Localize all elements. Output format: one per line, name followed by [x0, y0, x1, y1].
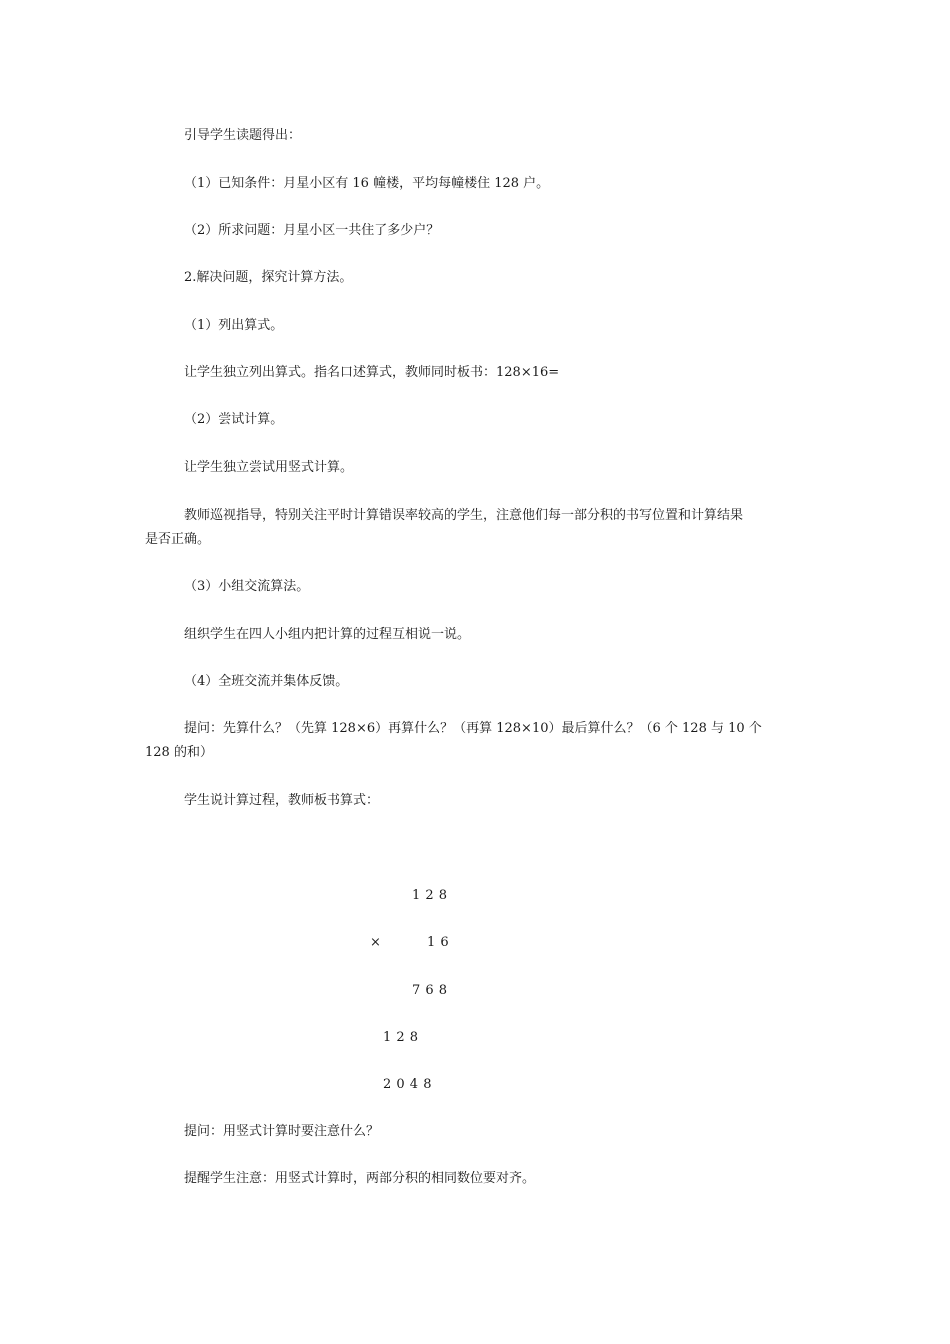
calc-times-sign: × [370, 935, 382, 950]
paragraph-step-4: （4）全班交流并集体反馈。 [184, 674, 349, 689]
paragraph-question-steps: 提问：先算什么？（先算 128×6）再算什么？（再算 128×10）最后算什么？（6 个 128 与 10 个 [184, 721, 762, 736]
paragraph-teacher-guide: 教师巡视指导，特别关注平时计算错误率较高的学生，注意他们每一部分积的书写位置和计算结果 [184, 508, 744, 523]
calc-multiplier: 1 6 [427, 935, 450, 950]
paragraph-step-3-detail: 组织学生在四人小组内把计算的过程互相说一说。 [184, 627, 471, 642]
paragraph-step-3: （3）小组交流算法。 [184, 579, 310, 594]
calc-partial-product-1: 7 6 8 [412, 983, 448, 998]
paragraph-step-2: （2）尝试计算。 [184, 412, 284, 427]
paragraph-intro: 引导学生读题得出： [184, 128, 302, 143]
paragraph-question-steps-cont: 128 的和） [145, 745, 213, 760]
paragraph-board-calc: 学生说计算过程，教师板书算式： [184, 793, 380, 808]
paragraph-section-2: 2.解决问题，探究计算方法。 [184, 270, 353, 285]
calc-partial-product-2: 1 2 8 [383, 1030, 419, 1045]
paragraph-known-conditions: （1）已知条件：月星小区有 16 幢楼，平均每幢楼住 128 户。 [184, 176, 550, 191]
paragraph-step-1: （1）列出算式。 [184, 318, 284, 333]
paragraph-closing-question: 提问：用竖式计算时要注意什么？ [184, 1124, 380, 1139]
calc-multiplicand: 1 2 8 [412, 888, 448, 903]
paragraph-question: （2）所求问题：月星小区一共住了多少户？ [184, 223, 440, 238]
paragraph-teacher-guide-cont: 是否正确。 [145, 532, 211, 547]
paragraph-step-2-detail: 让学生独立尝试用竖式计算。 [184, 460, 354, 475]
calc-result: 2 0 4 8 [383, 1077, 432, 1092]
paragraph-step-1-detail: 让学生独立列出算式。指名口述算式，教师同时板书：128×16= [184, 365, 560, 380]
paragraph-closing-reminder: 提醒学生注意：用竖式计算时，两部分积的相同数位要对齐。 [184, 1171, 536, 1186]
